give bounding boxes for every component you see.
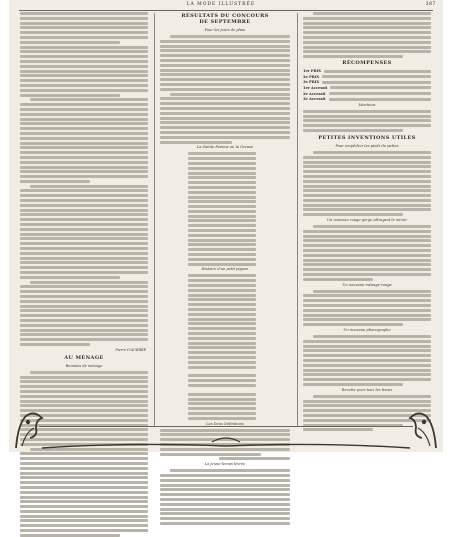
section-heading-menage <box>20 355 148 361</box>
invention-subheading-4: Un nouveau phonographe <box>343 328 391 333</box>
col2-intro-text <box>160 35 290 144</box>
col1-body-text <box>20 12 148 346</box>
prize-row <box>303 69 431 73</box>
poem1-title: La Sainte Femme ou la Greuse <box>196 145 254 150</box>
invention-subheading-1: Pour empêcher les pieds de pattes <box>335 143 399 148</box>
contest-subheading: Pour les jours de pluie <box>204 28 246 32</box>
answers-text <box>160 429 290 461</box>
running-head-title: LA MODE ILLUSTRÉE <box>186 2 256 7</box>
last-section-title: La jeune-temps-lévrée <box>204 462 246 467</box>
prize-label: 2e Accessit <box>303 91 326 96</box>
col3-intro-text <box>303 12 431 58</box>
poem2-title: Histoire d'un petit pigeon <box>201 267 249 272</box>
footer-rule <box>39 426 413 427</box>
prize-row <box>303 92 431 96</box>
prize-row <box>303 86 431 90</box>
prize-label: 3e Accessit <box>303 97 326 102</box>
header-rule <box>19 10 433 11</box>
poem1-verses <box>160 152 290 265</box>
column-rule-2 <box>297 13 298 426</box>
column-2 <box>160 12 290 467</box>
prizes-list <box>303 69 431 101</box>
column-rule-1 <box>154 13 155 426</box>
running-head <box>9 2 443 7</box>
prize-row <box>303 97 431 101</box>
invention-subheading-5: Recette pour tous les tissus <box>341 387 393 392</box>
prize-label: 1er PRIX <box>303 69 322 74</box>
column-1 <box>20 12 148 430</box>
petites-inventions-heading: PETITES INVENTIONS UTILES <box>318 134 416 141</box>
invention-subheading-3: Un nouveau ménage-rouge <box>342 282 392 287</box>
invention-text-4 <box>303 335 431 386</box>
section-title-menage: AU MÉNAGE <box>64 354 104 361</box>
invention-text-2 <box>303 225 431 281</box>
invention-text-3 <box>303 290 431 327</box>
column-3 <box>303 12 431 430</box>
contest-heading-line1: RÉSULTATS DU CONCOURS <box>181 13 269 19</box>
poem2-verses <box>160 274 290 419</box>
prize-label: 1er Accessit <box>303 85 328 90</box>
col1-menage-text <box>20 371 148 537</box>
prize-label: 2e PRIX <box>303 74 320 79</box>
mentions-title: Mentions <box>358 102 376 107</box>
contest-heading <box>160 13 290 25</box>
prize-row <box>303 75 431 79</box>
prize-row <box>303 80 431 84</box>
last-section-text <box>160 469 290 525</box>
answers-title: Les Deux Définitions <box>206 421 244 426</box>
mentions-text <box>303 110 431 132</box>
contest-heading-line2: DE SEPTEMBRE <box>199 19 251 25</box>
page-number: 387 <box>425 2 436 7</box>
recompenses-heading: RÉCOMPENSES <box>342 60 392 67</box>
invention-text-1 <box>303 151 431 216</box>
prize-label: 3e PRIX <box>303 80 320 85</box>
article-signature: Pierre D'AUBRÉE <box>115 347 146 352</box>
newspaper-page <box>9 0 443 467</box>
invention-subheading-2: Un nouveau rouge-gorge attrayant le miroir <box>326 218 408 223</box>
section-subtitle-menage: Bonnées de ménage <box>65 363 103 368</box>
